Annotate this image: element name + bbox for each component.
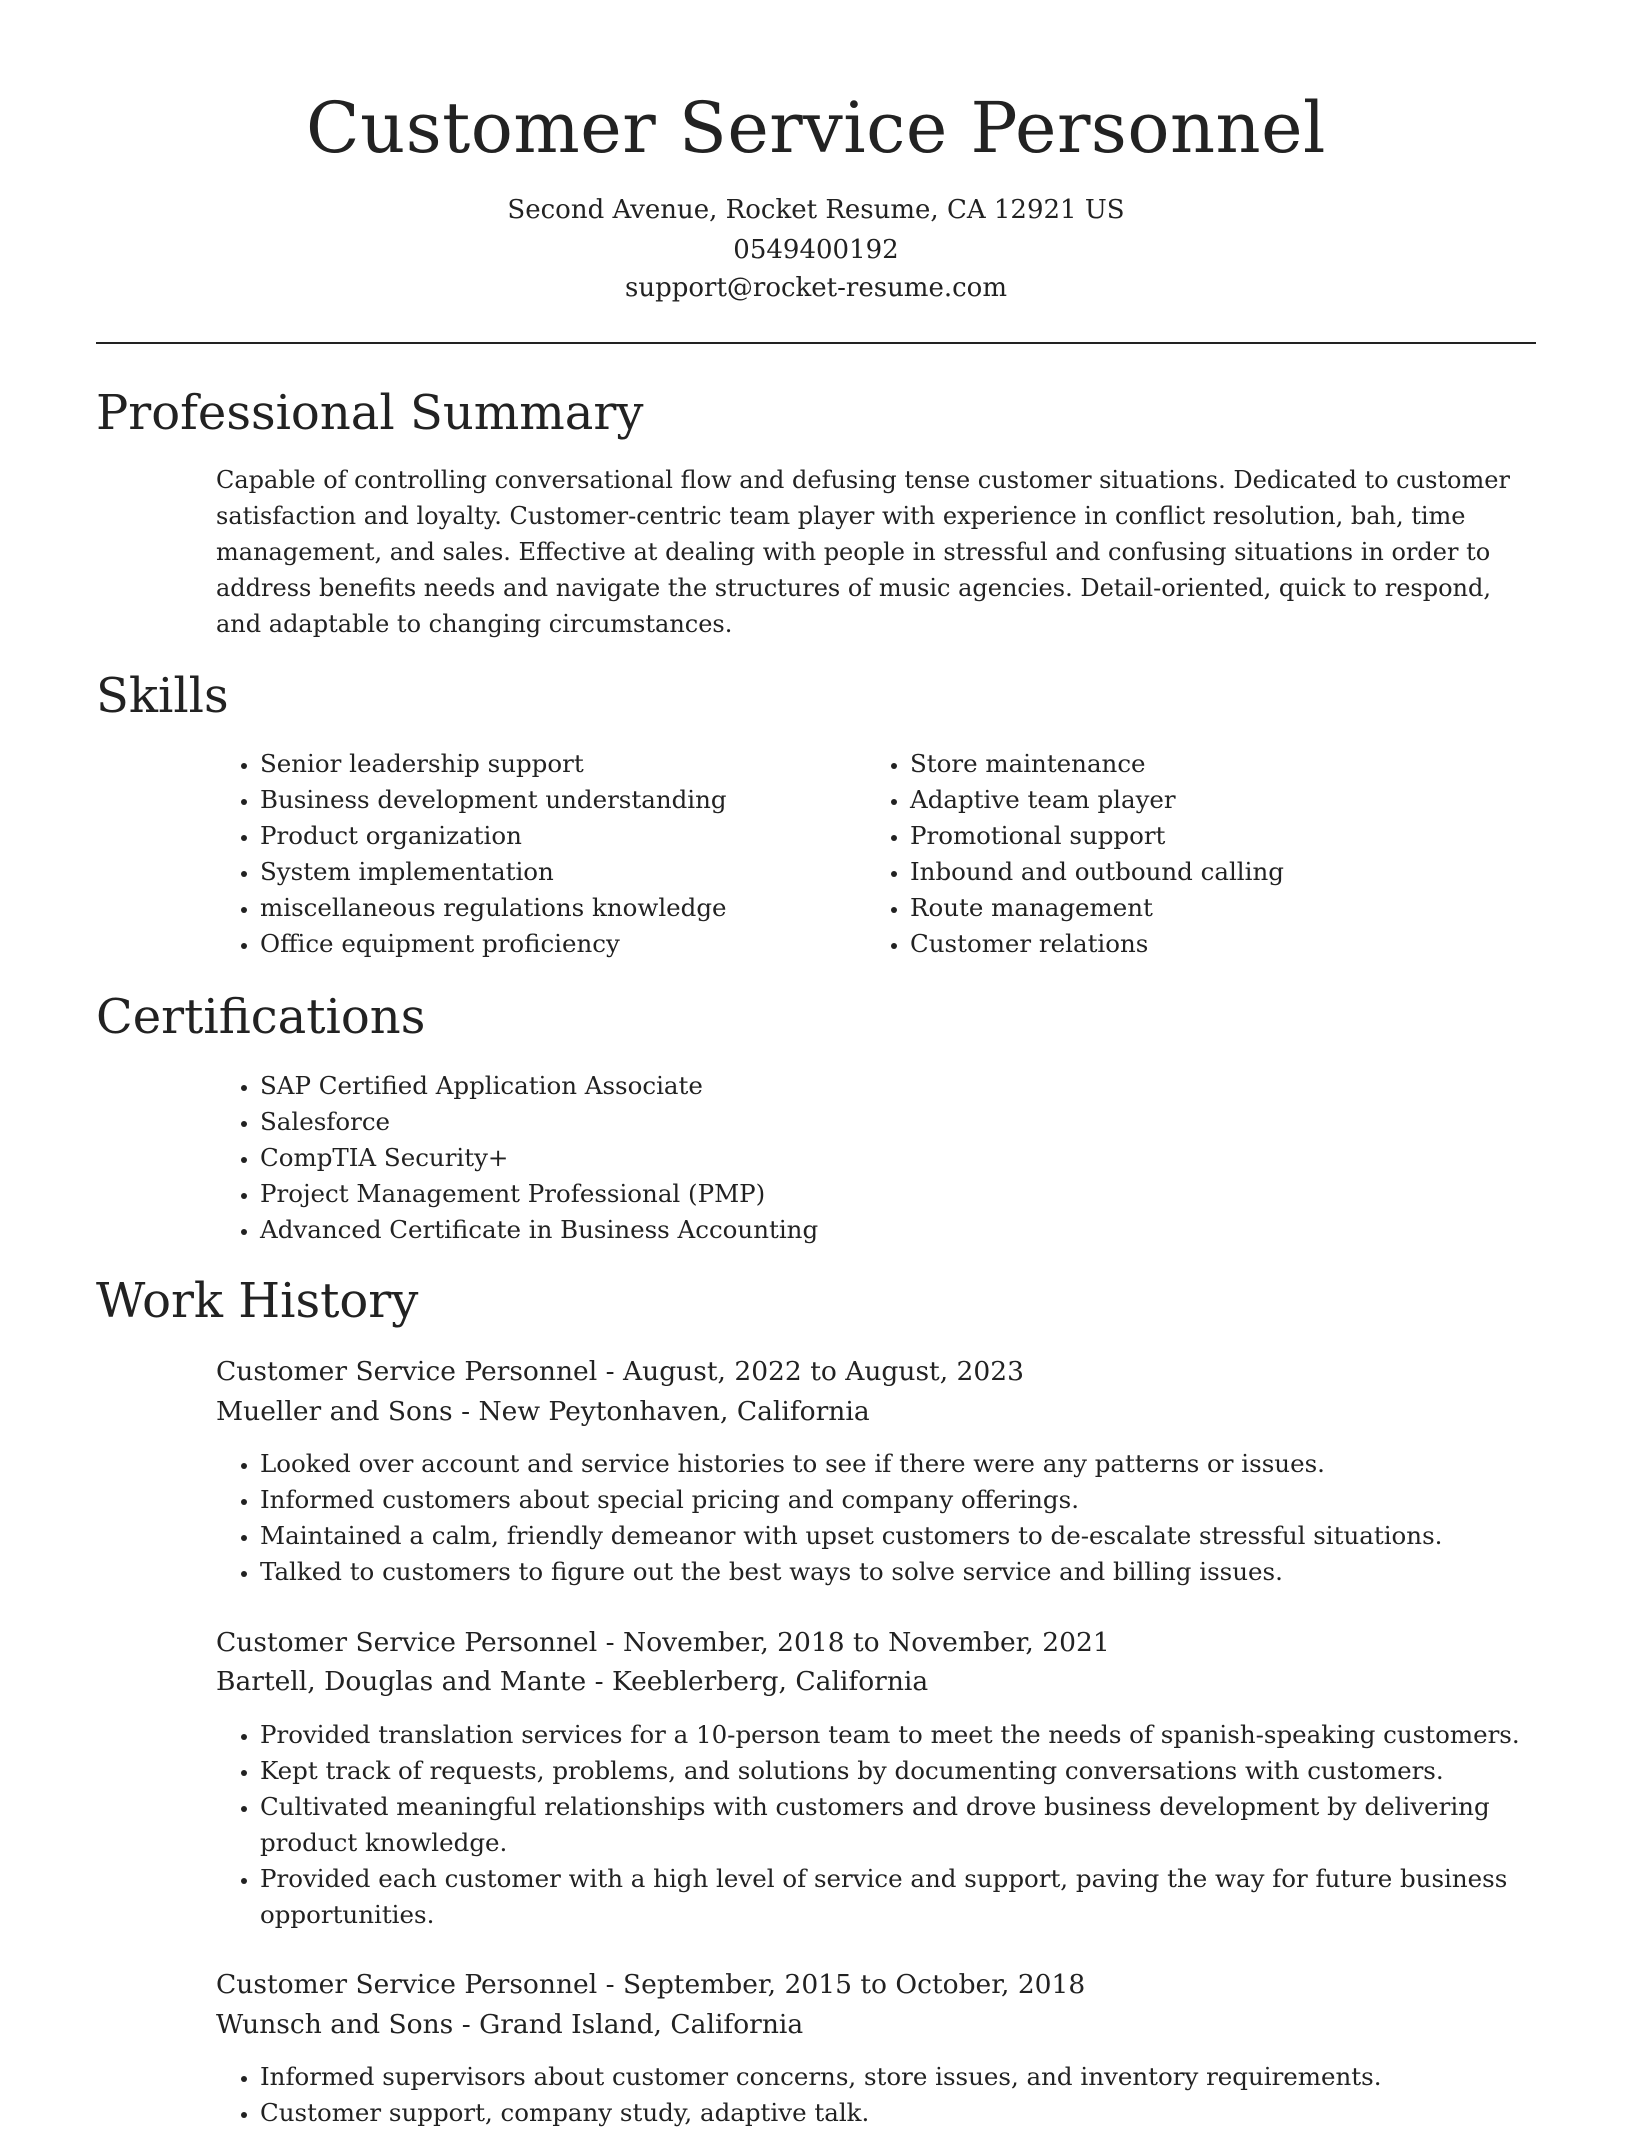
job-title: Customer Service Personnel xyxy=(216,1969,598,2000)
separator: - xyxy=(453,2009,480,2040)
summary-text: Capable of controlling conversational flow and defusing tense customer situations. Dedicated to customer satisfaction and loyalty. Customer-centric team player with experience in conflict resolution, bah, time management, and sales. Effective at dealing with people in stressful and confusing situations in order to address benefits needs and navigate the structures of music agencies. Detail-oriented, quick to respond, and adaptable to changing circumstances. xyxy=(216,466,1510,638)
skill-item: • Route management xyxy=(910,890,1550,926)
separator: - xyxy=(597,1627,623,1658)
contact-email: support@rocket-resume.com xyxy=(624,273,1007,303)
section-title-work-history: Work History xyxy=(96,1273,419,1329)
job-bullets xyxy=(216,2059,1580,2131)
skill-item: • Customer relations xyxy=(910,926,1550,962)
job-bullet: • Provided each customer with a high level of service and support, paving the way for future business opportunities. xyxy=(260,1861,1580,1933)
contact-phone: 0549400192 xyxy=(733,235,899,265)
job-bullet: • Informed supervisors about customer concerns, store issues, and inventory requirements. xyxy=(260,2059,1580,2095)
job-bullet: • Provided translation services for a 10-person team to meet the needs of spanish-speaking customers. xyxy=(260,1717,1580,1753)
certification-item: • Project Management Professional (PMP) xyxy=(260,1176,1560,1212)
job-company-line xyxy=(216,2005,1516,2045)
candidate-name: Customer Service Personnel xyxy=(306,87,1326,169)
skill-item: • Business development understanding xyxy=(260,782,820,818)
job-company-line xyxy=(216,1392,1516,1432)
certification-item: • SAP Certified Application Associate xyxy=(260,1068,1560,1104)
job-bullet: • Cultivated meaningful relationships with customers and drove business development by delivering product knowledge. xyxy=(260,1789,1580,1861)
job-company-line xyxy=(216,1662,1516,1702)
job-bullet: • Informed customers about special pricing and company offerings. xyxy=(260,1482,1580,1518)
separator: - xyxy=(452,1396,479,1427)
skill-item: • System implementation xyxy=(260,854,820,890)
separator: - xyxy=(597,1356,623,1387)
job-title-line xyxy=(216,1965,1516,2005)
job-location: New Peytonhaven, California xyxy=(478,1396,870,1427)
skills-list-right xyxy=(866,746,1550,962)
skill-item: • Promotional support xyxy=(910,818,1550,854)
certification-item: • CompTIA Security+ xyxy=(260,1140,1560,1176)
section-title-certifications: Certifications xyxy=(96,989,426,1045)
job-dates: August, 2022 to August, 2023 xyxy=(623,1356,1024,1387)
job-bullet: • Looked over account and service histories to see if there were any patterns or issues. xyxy=(260,1446,1580,1482)
certification-item: • Salesforce xyxy=(260,1104,1560,1140)
skill-item: • miscellaneous regulations knowledge xyxy=(260,890,820,926)
job-company: Wunsch and Sons xyxy=(216,2009,454,2040)
job-bullets xyxy=(216,1717,1580,1933)
job-location: Grand Island, California xyxy=(479,2009,804,2040)
skill-item: • Senior leadership support xyxy=(260,746,820,782)
job-title-line xyxy=(216,1623,1516,1663)
job-location: Keeblerberg, California xyxy=(612,1666,929,1697)
section-title-summary: Professional Summary xyxy=(96,385,644,441)
job-title: Customer Service Personnel xyxy=(216,1356,598,1387)
skills-list-left xyxy=(216,746,820,962)
skill-item: • Store maintenance xyxy=(910,746,1550,782)
job-bullet: • Kept track of requests, problems, and solutions by documenting conversations with customers. xyxy=(260,1753,1580,1789)
job-bullet: • Customer support, company study, adaptive talk. xyxy=(260,2095,1580,2131)
contact-address: Second Avenue, Rocket Resume, CA 12921 US xyxy=(507,195,1125,225)
certifications-list xyxy=(216,1068,1560,1248)
job-bullet: • Talked to customers to figure out the best ways to solve service and billing issues. xyxy=(260,1554,1580,1590)
job-dates: September, 2015 to October, 2018 xyxy=(623,1969,1086,2000)
skill-item: • Adaptive team player xyxy=(910,782,1550,818)
header-divider xyxy=(96,342,1536,344)
job-dates: November, 2018 to November, 2021 xyxy=(623,1627,1110,1658)
job-title-line xyxy=(216,1352,1516,1392)
job-bullet: • Maintained a calm, friendly demeanor with upset customers to de-escalate stressful situations. xyxy=(260,1518,1580,1554)
skill-item: • Office equipment proficiency xyxy=(260,926,820,962)
job-title: Customer Service Personnel xyxy=(216,1627,598,1658)
job-company: Mueller and Sons xyxy=(216,1396,453,1427)
job-company: Bartell, Douglas and Mante xyxy=(216,1666,587,1697)
section-title-skills: Skills xyxy=(96,668,229,724)
separator: - xyxy=(597,1969,623,2000)
certification-item: • Advanced Certificate in Business Accounting xyxy=(260,1212,1560,1248)
job-bullets xyxy=(216,1446,1580,1590)
skill-item: • Product organization xyxy=(260,818,820,854)
skill-item: • Inbound and outbound calling xyxy=(910,854,1550,890)
separator: - xyxy=(586,1666,612,1697)
